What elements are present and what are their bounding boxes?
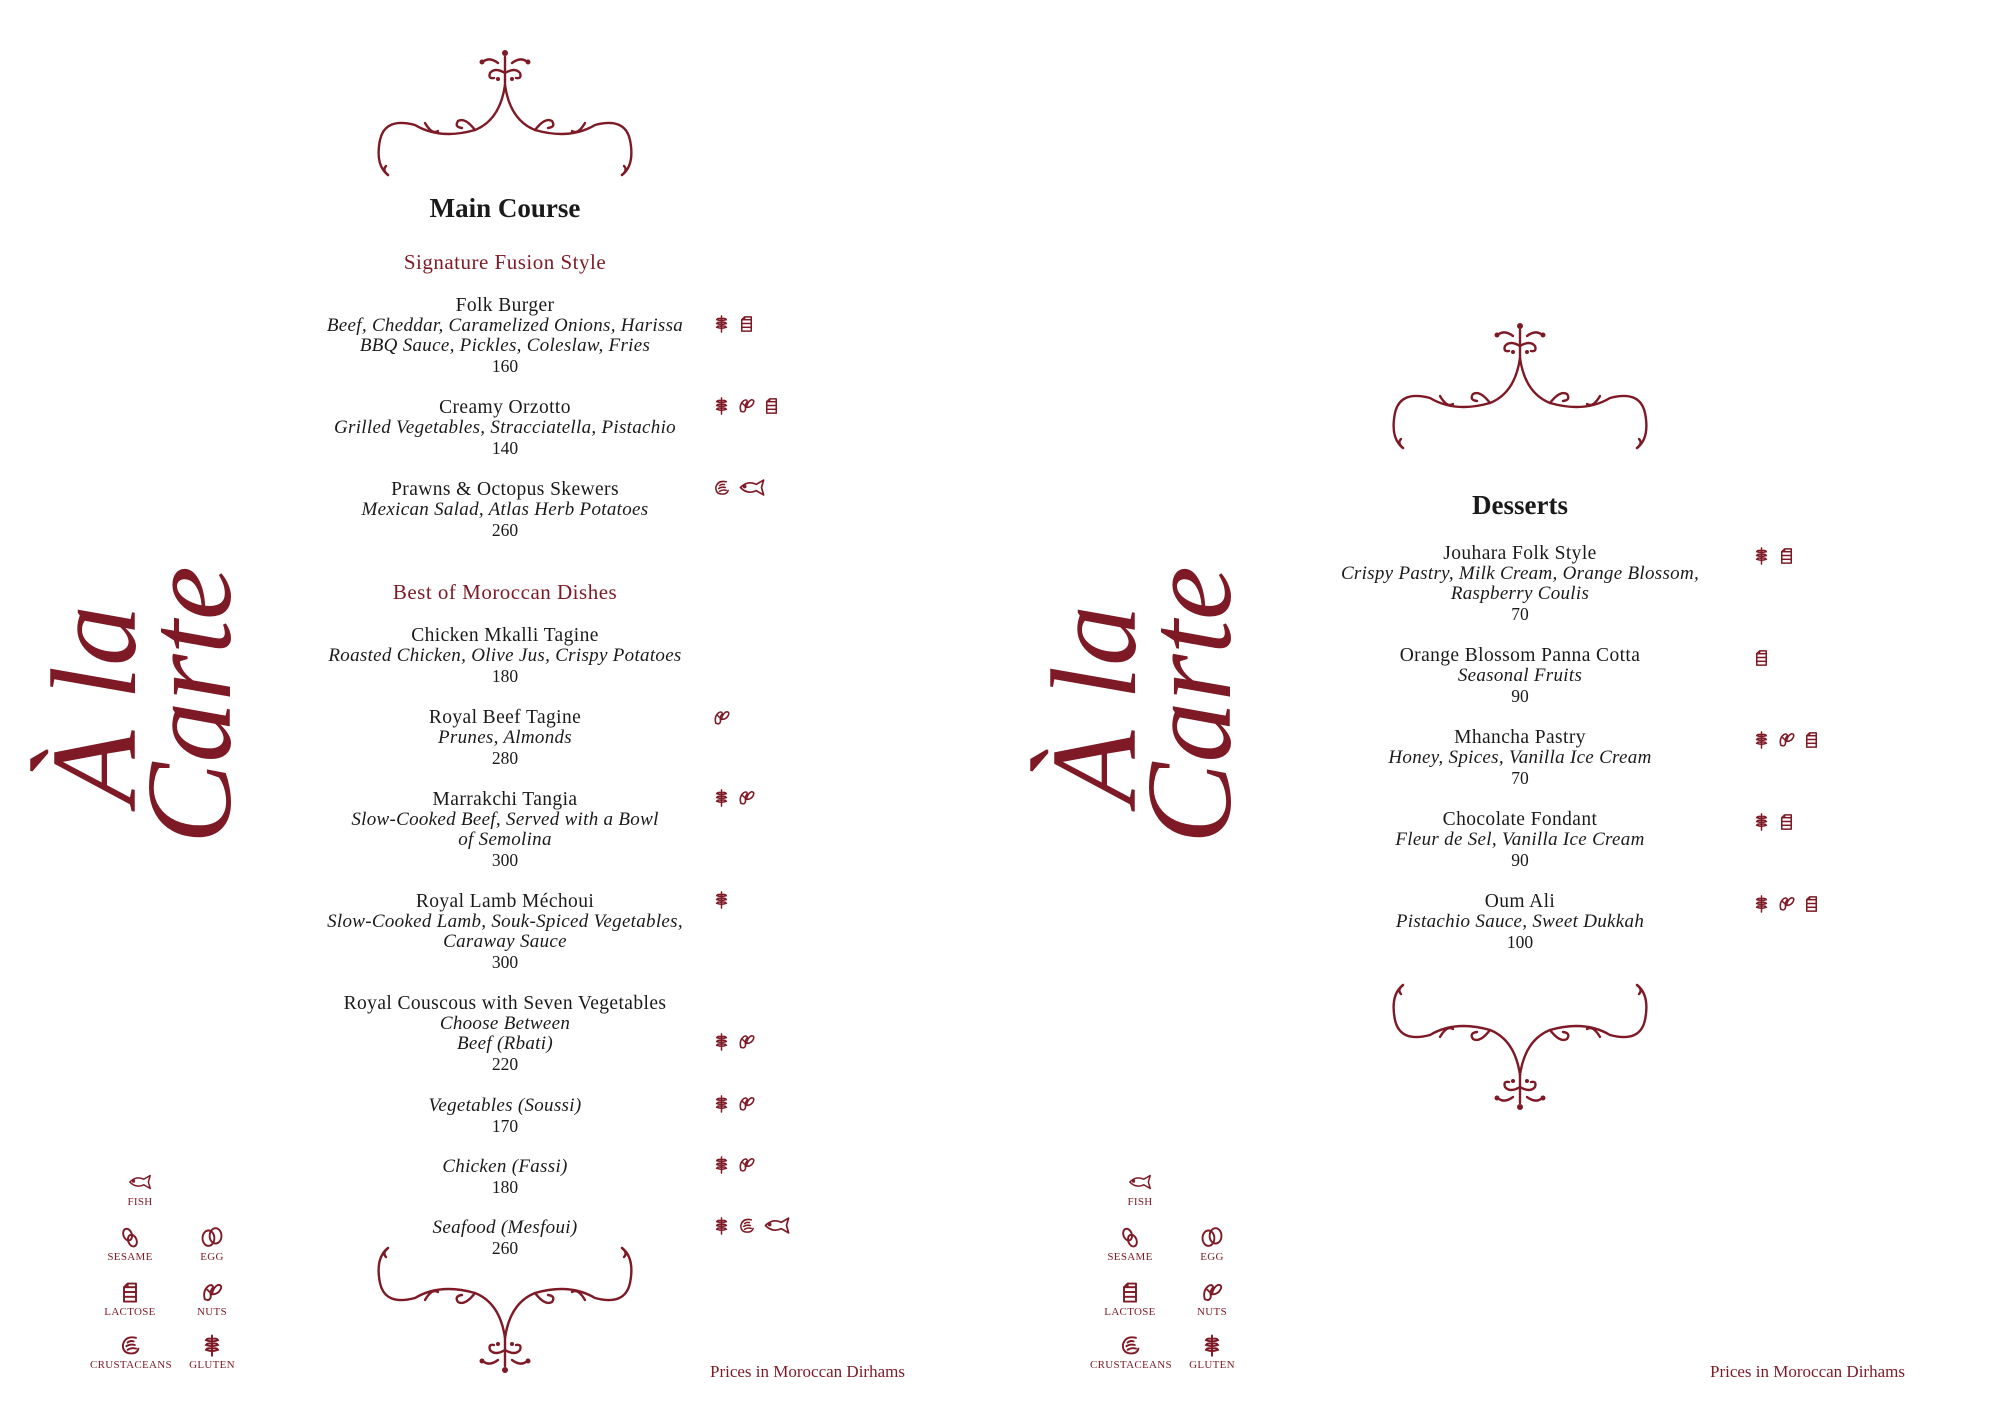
egg-icon xyxy=(1199,1225,1225,1249)
menu-item-chicken-mkalli xyxy=(300,626,710,686)
nuts-icon xyxy=(199,1280,225,1304)
gluten-icon xyxy=(712,396,731,415)
item-desc: of Semolina xyxy=(458,829,552,850)
vertical-title xyxy=(1030,540,1250,870)
fish-icon xyxy=(1127,1170,1153,1194)
section-title-moroccan: Best of Moroccan Dishes xyxy=(392,580,618,604)
sesame-icon xyxy=(1117,1225,1143,1249)
vertical-title xyxy=(30,540,250,870)
gluten-icon xyxy=(712,788,731,807)
nuts-icon xyxy=(712,708,731,727)
item-price: 180 xyxy=(491,666,519,686)
crustaceans-icon xyxy=(1117,1333,1143,1357)
legend-crustaceans: CRUSTACEANS xyxy=(90,1333,170,1371)
sesame-icon xyxy=(117,1225,143,1249)
allergen-legend xyxy=(90,1170,270,1380)
gluten-icon xyxy=(712,1216,731,1235)
allergens-couscous-vegetables xyxy=(712,1094,756,1113)
item-price: 260 xyxy=(491,1238,519,1258)
menu-item-prawns-octopus xyxy=(300,480,710,540)
item-name: Orange Blossom Panna Cotta xyxy=(1399,645,1641,666)
item-price: 90 xyxy=(1511,850,1529,870)
allergens-prawns-octopus xyxy=(712,478,767,497)
legend-sesame: SESAME xyxy=(1090,1225,1170,1263)
item-name: Royal Lamb Méchoui xyxy=(415,891,595,912)
item-desc: Vegetables (Soussi) xyxy=(428,1095,582,1116)
item-desc: Grilled Vegetables, Stracciatella, Pistachio xyxy=(334,417,676,438)
lactose-icon xyxy=(1777,812,1796,831)
item-desc: Mexican Salad, Atlas Herb Potatoes xyxy=(361,499,649,520)
bottom-ornament xyxy=(370,1238,640,1378)
lactose-icon xyxy=(1777,546,1796,565)
menu-item-jouhara xyxy=(1315,544,1725,624)
lactose-icon xyxy=(737,314,756,333)
item-desc: Caraway Sauce xyxy=(443,931,567,952)
item-desc: BBQ Sauce, Pickles, Coleslaw, Fries xyxy=(359,335,651,356)
allergens-couscous-seafood xyxy=(712,1216,792,1235)
allergens-folk-burger xyxy=(712,314,756,333)
menu-item-royal-couscous xyxy=(300,994,710,1074)
legend-gluten: GLUTEN xyxy=(1172,1333,1252,1371)
vertical-title-line2: Carte xyxy=(1122,566,1250,844)
gluten-icon xyxy=(712,1094,731,1113)
item-price: 300 xyxy=(491,850,519,870)
fish-icon xyxy=(737,478,767,497)
menu-item-couscous-vegetables xyxy=(300,1096,710,1136)
nuts-icon xyxy=(737,1032,756,1051)
nuts-icon xyxy=(1777,894,1796,913)
allergens-chocolate-fondant xyxy=(1752,812,1796,831)
main-course-title: Main Course xyxy=(429,193,581,223)
crustaceans-icon xyxy=(117,1333,143,1357)
allergens-creamy-orzotto xyxy=(712,396,781,415)
item-name: Folk Burger xyxy=(455,295,555,316)
crustaceans-icon xyxy=(712,478,731,497)
item-name: Royal Beef Tagine xyxy=(428,707,582,728)
item-name: Jouhara Folk Style xyxy=(1443,543,1597,564)
lactose-icon xyxy=(762,396,781,415)
gluten-icon xyxy=(1752,730,1771,749)
egg-icon xyxy=(199,1225,225,1249)
item-desc: Fleur de Sel, Vanilla Ice Cream xyxy=(1395,829,1645,850)
allergens-jouhara xyxy=(1752,546,1796,565)
item-name: Creamy Orzotto xyxy=(439,397,571,418)
item-desc: Beef (Rbati) xyxy=(457,1033,553,1054)
allergens-couscous-chicken xyxy=(712,1155,756,1174)
nuts-icon xyxy=(737,1094,756,1113)
nuts-icon xyxy=(737,396,756,415)
item-desc: Beef, Cheddar, Caramelized Onions, Harissa xyxy=(326,315,684,336)
menu-item-folk-burger xyxy=(300,296,710,376)
item-name: Mhancha Pastry xyxy=(1454,727,1586,748)
item-desc: Choose Between xyxy=(439,1013,571,1034)
lactose-icon xyxy=(1802,894,1821,913)
legend-fish: FISH xyxy=(1100,1170,1180,1208)
item-desc: Chicken (Fassi) xyxy=(442,1156,568,1177)
item-name: Chicken Mkalli Tagine xyxy=(411,625,599,646)
item-desc: Prunes, Almonds xyxy=(438,727,572,748)
gluten-icon xyxy=(1752,546,1771,565)
allergens-marrakchi-tangia xyxy=(712,788,756,807)
gluten-icon xyxy=(712,1032,731,1051)
gluten-icon xyxy=(1752,894,1771,913)
allergens-couscous-beef xyxy=(712,1032,756,1051)
item-price: 70 xyxy=(1511,768,1529,788)
item-desc: Seasonal Fruits xyxy=(1457,665,1583,686)
item-desc: Pistachio Sauce, Sweet Dukkah xyxy=(1395,911,1645,932)
nuts-icon xyxy=(737,788,756,807)
prices-note: Prices in Moroccan Dirhams xyxy=(1710,1362,1905,1381)
legend-sesame: SESAME xyxy=(90,1225,170,1263)
gluten-icon xyxy=(712,1155,731,1174)
legend-lactose: LACTOSE xyxy=(90,1280,170,1318)
vertical-title-line1: À la xyxy=(30,605,162,805)
item-price: 180 xyxy=(491,1177,519,1197)
legend-fish: FISH xyxy=(100,1170,180,1208)
legend-nuts: NUTS xyxy=(1172,1280,1252,1318)
item-desc: Crispy Pastry, Milk Cream, Orange Blossom, xyxy=(1340,563,1700,584)
prices-note: Prices in Moroccan Dirhams xyxy=(710,1362,905,1381)
allergens-royal-beef-tagine xyxy=(712,708,731,727)
item-price: 90 xyxy=(1511,686,1529,706)
item-name: Prawns & Octopus Skewers xyxy=(391,479,619,500)
desserts-title: Desserts xyxy=(1472,490,1568,520)
item-price: 280 xyxy=(491,748,519,768)
allergens-panna-cotta xyxy=(1752,648,1771,667)
section-title-signature: Signature Fusion Style xyxy=(403,250,607,274)
legend-crustaceans: CRUSTACEANS xyxy=(1090,1333,1170,1371)
lactose-icon xyxy=(1752,648,1771,667)
allergens-oum-ali xyxy=(1752,894,1821,913)
fish-icon xyxy=(127,1170,153,1194)
menu-item-creamy-orzotto xyxy=(300,398,710,458)
gluten-icon xyxy=(712,890,731,909)
allergens-royal-lamb xyxy=(712,890,731,909)
item-price: 100 xyxy=(1506,932,1534,952)
item-name: Marrakchi Tangia xyxy=(432,789,578,810)
menu-item-panna-cotta xyxy=(1315,646,1725,706)
gluten-icon xyxy=(712,314,731,333)
menu-item-marrakchi-tangia xyxy=(300,790,710,870)
menu-item-royal-lamb-mechoui xyxy=(300,892,710,972)
legend-egg: EGG xyxy=(172,1225,252,1263)
nuts-icon xyxy=(1777,730,1796,749)
item-desc: Seafood (Mesfoui) xyxy=(432,1217,578,1238)
nuts-icon xyxy=(737,1155,756,1174)
item-price: 220 xyxy=(491,1054,519,1074)
menu-item-mhancha xyxy=(1315,728,1725,788)
item-price: 260 xyxy=(491,520,519,540)
item-name: Oum Ali xyxy=(1484,891,1556,912)
legend-nuts: NUTS xyxy=(172,1280,252,1318)
allergen-legend xyxy=(1090,1170,1270,1380)
lactose-icon xyxy=(1802,730,1821,749)
menu-item-chocolate-fondant xyxy=(1315,810,1725,870)
desserts-column xyxy=(1315,0,1725,1413)
legend-lactose: LACTOSE xyxy=(1090,1280,1170,1318)
item-name: Chocolate Fondant xyxy=(1442,809,1598,830)
crustaceans-icon xyxy=(737,1216,756,1235)
nuts-icon xyxy=(1199,1280,1225,1304)
allergens-mhancha xyxy=(1752,730,1821,749)
item-price: 160 xyxy=(491,356,519,376)
item-price: 140 xyxy=(491,438,519,458)
vertical-title-line2: Carte xyxy=(122,566,250,844)
gluten-icon xyxy=(1199,1333,1225,1357)
lactose-icon xyxy=(1117,1280,1143,1304)
gluten-icon xyxy=(199,1333,225,1357)
item-desc: Slow-Cooked Beef, Served with a Bowl xyxy=(351,809,659,830)
right-page xyxy=(1000,0,2000,1413)
menu-item-royal-beef-tagine xyxy=(300,708,710,768)
vertical-title-line1: À la xyxy=(1030,605,1162,805)
lactose-icon xyxy=(117,1280,143,1304)
menu-item-oum-ali xyxy=(1315,892,1725,952)
item-price: 300 xyxy=(491,952,519,972)
item-desc: Roasted Chicken, Olive Jus, Crispy Potatoes xyxy=(328,645,682,666)
fish-icon xyxy=(762,1216,792,1235)
item-price: 70 xyxy=(1511,604,1529,624)
legend-gluten: GLUTEN xyxy=(172,1333,252,1371)
item-desc: Slow-Cooked Lamb, Souk-Spiced Vegetables, xyxy=(327,911,683,932)
main-course-column xyxy=(300,0,710,1413)
item-desc: Raspberry Coulis xyxy=(1450,583,1590,604)
item-name: Royal Couscous with Seven Vegetables xyxy=(343,993,667,1014)
menu-item-couscous-chicken xyxy=(300,1157,710,1197)
item-desc: Honey, Spices, Vanilla Ice Cream xyxy=(1388,747,1652,768)
gluten-icon xyxy=(1752,812,1771,831)
item-price: 170 xyxy=(491,1116,519,1136)
legend-egg: EGG xyxy=(1172,1225,1252,1263)
bottom-ornament xyxy=(1385,975,1655,1115)
